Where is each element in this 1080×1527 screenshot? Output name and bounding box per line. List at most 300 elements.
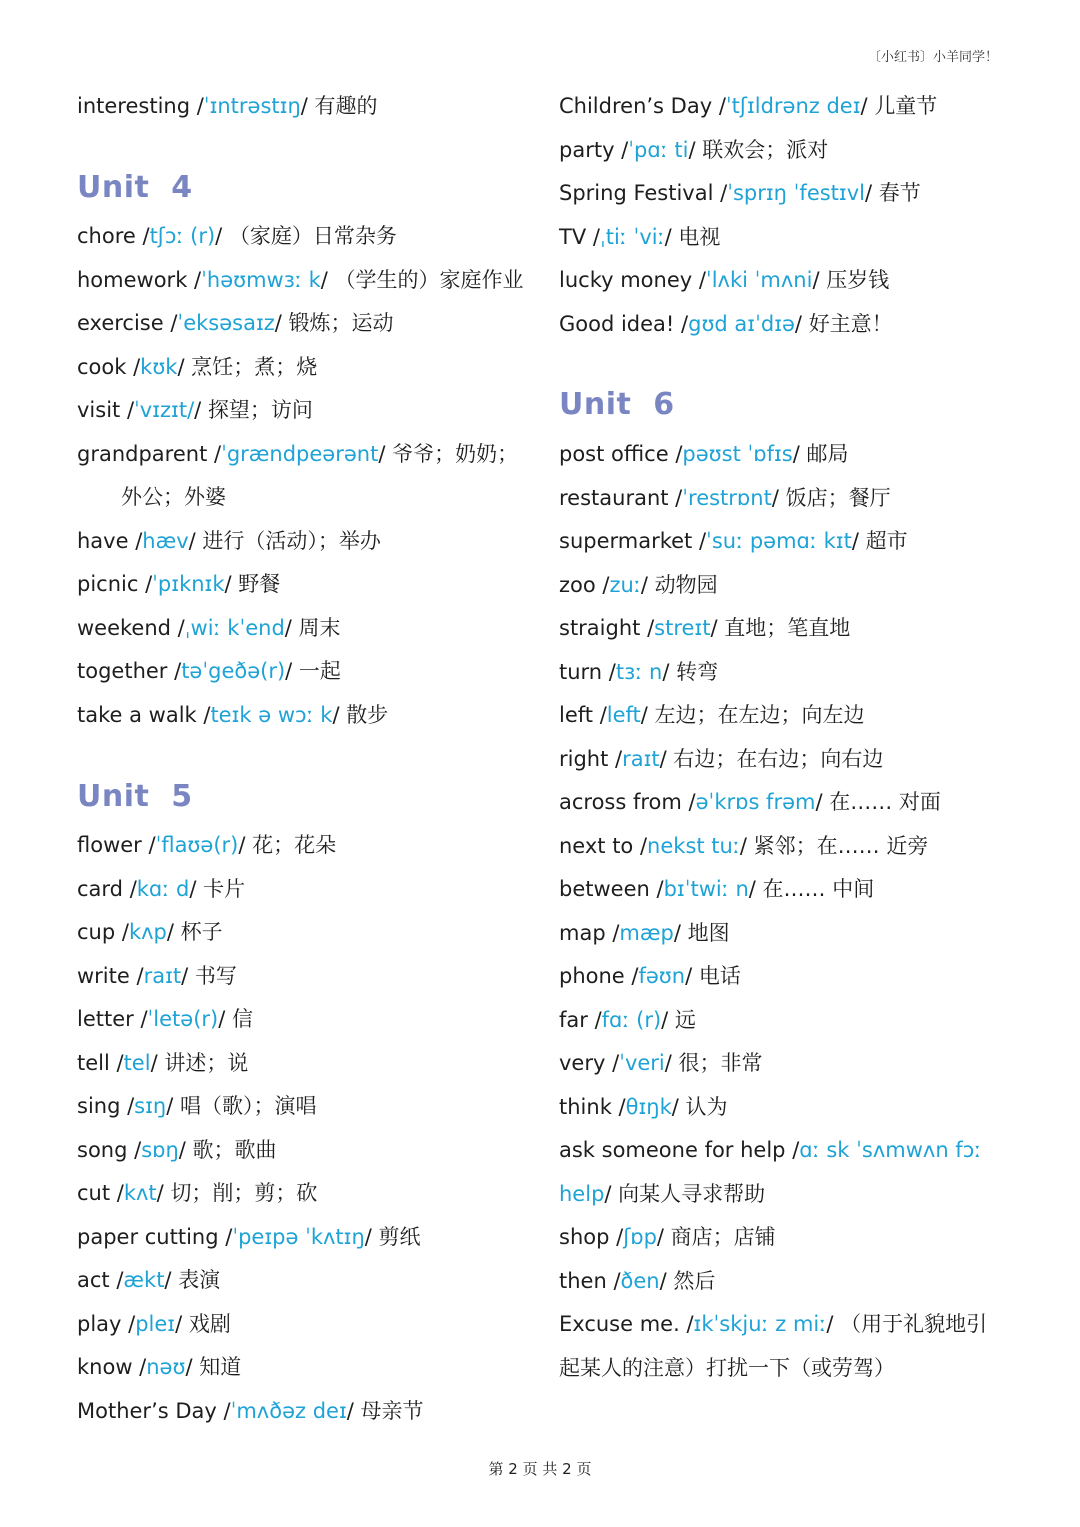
entry-continuation <box>559 1181 765 1207</box>
entry-word: visit <box>77 398 127 422</box>
entry-word: across from <box>559 790 689 814</box>
slash: / <box>203 703 211 727</box>
unit-5-heading: Unit 5 <box>77 779 193 814</box>
slash: / <box>177 355 192 379</box>
slash: / <box>659 747 674 771</box>
entry-meaning: 右边；在右边；向右边 <box>673 747 884 771</box>
slash: / <box>720 181 728 205</box>
slash: / <box>671 1095 686 1119</box>
entry-word: flower <box>77 833 149 857</box>
slash: / <box>612 921 620 945</box>
entry-word: TV <box>559 225 593 249</box>
entry-meaning: 野餐 <box>238 572 281 596</box>
entry-word: picnic <box>77 572 146 596</box>
slash: / <box>129 877 137 901</box>
vocab-entry <box>559 963 741 989</box>
vocab-entry <box>77 310 394 336</box>
entry-word: together <box>77 659 175 683</box>
vocab-entry <box>77 1354 241 1380</box>
vocab-entry <box>559 876 874 902</box>
slash: / <box>224 572 239 596</box>
entry-meaning: 花；花朵 <box>252 833 337 857</box>
slash: / <box>594 1008 602 1032</box>
entry-phonetic: ˈhəʊmwɜː k <box>201 268 321 292</box>
slash: / <box>661 1008 675 1032</box>
entry-phonetic: teɪk ə wɔː k <box>210 703 333 727</box>
entry-meaning: 有趣的 <box>314 94 378 118</box>
vocab-entry <box>559 1311 987 1337</box>
entry-meaning: 在…… 对面 <box>829 790 941 814</box>
slash: / <box>739 834 754 858</box>
slash: / <box>185 1355 200 1379</box>
slash: / <box>213 442 222 466</box>
entry-word: card <box>77 877 130 901</box>
vocab-entry <box>559 702 865 728</box>
slash: / <box>688 790 696 814</box>
entry-phonetic: streɪt <box>654 616 711 640</box>
entry-meaning: （学生的）家庭作业 <box>334 268 524 292</box>
slash: / <box>685 964 699 988</box>
entry-word: party <box>559 138 622 162</box>
vocab-entry <box>77 615 341 641</box>
entry-meaning: 锻炼；运动 <box>288 311 394 335</box>
vocab-entry <box>559 1094 728 1120</box>
vocab-entry <box>77 658 341 684</box>
slash: / <box>128 1312 136 1336</box>
slash: / <box>664 225 679 249</box>
entry-meaning: 歌；歌曲 <box>192 1138 277 1162</box>
entry-phonetic: təˈgeðə(r) <box>181 659 286 683</box>
entry-meaning: 儿童节 <box>874 94 938 118</box>
entry-phonetic: ˈgrændpeərənt <box>221 442 379 466</box>
vocab-entry <box>77 1224 421 1250</box>
vocab-entry <box>559 1268 715 1294</box>
slash: / <box>150 1051 165 1075</box>
entry-word: Good idea! <box>559 312 682 336</box>
entry-meaning: 联欢会；派对 <box>702 138 829 162</box>
entry-continuation <box>121 484 226 510</box>
entry-meaning: 散步 <box>346 703 389 727</box>
vocab-entry <box>559 180 921 206</box>
slash: / <box>274 311 289 335</box>
entry-word: very <box>559 1051 613 1075</box>
slash: / <box>686 1312 694 1336</box>
entry-phonetic: fɑː (r) <box>601 1008 662 1032</box>
entry-word: post office <box>559 442 676 466</box>
entry-meaning: （家庭）日常杂务 <box>228 224 397 248</box>
slash: / <box>178 1138 193 1162</box>
entry-continuation <box>559 1355 895 1381</box>
slash: / <box>223 1399 231 1423</box>
slash: / <box>284 616 299 640</box>
entry-phonetic: ˈpɪknɪk <box>152 572 225 596</box>
slash: / <box>618 1095 626 1119</box>
slash: / <box>792 1138 800 1162</box>
entry-word: next to <box>559 834 640 858</box>
vocab-entry <box>559 311 893 337</box>
entry-meaning: 很；非常 <box>678 1051 763 1075</box>
slash: / <box>320 268 335 292</box>
vocab-entry <box>77 528 381 554</box>
entry-phonetic: ðen <box>620 1269 660 1293</box>
vocab-entry <box>559 789 941 815</box>
entry-word: exercise <box>77 311 171 335</box>
slash: / <box>116 1268 124 1292</box>
slash: / <box>116 1181 124 1205</box>
entry-word: write <box>77 964 137 988</box>
entry-meaning: 母亲节 <box>360 1399 424 1423</box>
entry-phonetic: ˈpeɪpə ˈkʌtɪŋ <box>232 1225 365 1249</box>
entry-word: cook <box>77 355 134 379</box>
vocab-entry <box>77 1006 253 1032</box>
slash: / <box>673 921 688 945</box>
entry-meaning: 探望；访问 <box>207 398 313 422</box>
entry-meaning: 切；削；剪；砍 <box>170 1181 318 1205</box>
slash: / <box>639 834 648 858</box>
entry-word: right <box>559 747 616 771</box>
entry-meaning: 向某人寻求帮助 <box>618 1182 766 1206</box>
slash: / <box>174 659 182 683</box>
slash: / <box>140 1007 148 1031</box>
slash: / <box>148 833 156 857</box>
vocab-entry <box>559 746 883 772</box>
slash: / <box>718 94 726 118</box>
entry-phonetic: bɪˈtwiː n <box>663 877 749 901</box>
entry-phonetic: ˈsprɪŋ ˈfestɪvl <box>727 181 865 205</box>
entry-word: play <box>77 1312 129 1336</box>
slash: / <box>166 920 181 944</box>
slash: / <box>225 1225 233 1249</box>
slash: / <box>136 964 144 988</box>
entry-phonetic: ˈvɪzɪt/ <box>134 398 195 422</box>
entry-word: lucky money <box>559 268 699 292</box>
entry-meaning: 超市 <box>865 529 908 553</box>
entry-word: restaurant <box>559 486 676 510</box>
slash: / <box>647 616 655 640</box>
vocab-entry <box>559 93 937 119</box>
entry-meaning: 表演 <box>178 1268 221 1292</box>
vocab-entry <box>77 354 317 380</box>
slash: / <box>656 1225 671 1249</box>
entry-meaning: 商店；店铺 <box>670 1225 776 1249</box>
slash: / <box>615 747 623 771</box>
entry-meaning: 进行（活动）；举办 <box>202 529 381 553</box>
vocab-entry <box>559 485 891 511</box>
entry-meaning: 唱（歌）；演唱 <box>180 1094 317 1118</box>
entry-phonetic: sɒŋ <box>141 1138 179 1162</box>
slash: / <box>748 877 763 901</box>
slash: / <box>196 94 204 118</box>
slash: / <box>300 94 315 118</box>
slash: / <box>613 1269 621 1293</box>
vocab-entry <box>559 1137 981 1163</box>
entry-phonetic: mæp <box>619 921 674 945</box>
entry-meaning: 信 <box>232 1007 253 1031</box>
vocab-entry <box>77 571 280 597</box>
entry-word: straight <box>559 616 648 640</box>
entry-word: know <box>77 1355 140 1379</box>
vocab-entry <box>77 1137 277 1163</box>
entry-word: Excuse me. <box>559 1312 687 1336</box>
slash: / <box>664 1051 679 1075</box>
entry-meaning: 转弯 <box>676 660 719 684</box>
slash: / <box>631 964 639 988</box>
vocab-entry <box>77 1398 424 1424</box>
slash: / <box>698 268 706 292</box>
entry-meaning: 爷爷；奶奶； <box>392 442 519 466</box>
entry-meaning: （用于礼貌地引 <box>840 1312 988 1336</box>
entry-word: phone <box>559 964 632 988</box>
slash: / <box>127 1094 135 1118</box>
slash: / <box>133 355 141 379</box>
slash: / <box>602 573 610 597</box>
entry-word: have <box>77 529 136 553</box>
entry-word: paper cutting <box>77 1225 226 1249</box>
slash: / <box>659 1269 674 1293</box>
vocab-entry <box>559 1050 763 1076</box>
slash: / <box>864 181 879 205</box>
entry-meaning: 地图 <box>687 921 730 945</box>
entry-phonetic: əˈkrɒs frəm <box>695 790 816 814</box>
vocab-entry <box>559 1224 776 1250</box>
entry-phonetic: kɑː d <box>136 877 190 901</box>
slash: / <box>640 703 655 727</box>
entry-word: weekend <box>77 616 178 640</box>
entry-phonetic: pleɪ <box>135 1312 176 1336</box>
vocab-entry <box>77 1180 317 1206</box>
entry-meaning: 剪纸 <box>378 1225 421 1249</box>
header-note: 〔小红书〕小羊同学！ <box>867 50 998 65</box>
entry-phonetic: raɪt <box>143 964 182 988</box>
entry-word: Mother’s Day <box>77 1399 224 1423</box>
entry-phonetic: zuː <box>609 573 641 597</box>
entry-word: grandparent <box>77 442 214 466</box>
slash: / <box>812 268 827 292</box>
entry-phonetic: kʌt <box>123 1181 157 1205</box>
vocab-entry <box>77 876 245 902</box>
entry-meaning: 电视 <box>678 225 721 249</box>
vocab-entry <box>559 920 730 946</box>
slash: / <box>346 1399 361 1423</box>
entry-phonetic: sɪŋ <box>134 1094 167 1118</box>
entry-word: map <box>559 921 613 945</box>
slash: / <box>170 311 178 335</box>
slash: / <box>662 660 677 684</box>
entry-word: between <box>559 877 657 901</box>
vocab-entry <box>77 702 388 728</box>
slash: / <box>794 312 809 336</box>
entry-meaning: 烹饪；煮；烧 <box>191 355 318 379</box>
entry-phonetic: ækt <box>123 1268 165 1292</box>
entry-phonetic: ˈrestrɒnt <box>682 486 772 510</box>
entry-meaning: 外公；外婆 <box>121 485 226 509</box>
vocab-entry <box>77 1311 231 1337</box>
entry-meaning: 周末 <box>298 616 341 640</box>
slash: / <box>175 1312 189 1336</box>
entry-meaning: 压岁钱 <box>826 268 890 292</box>
entry-meaning: 然后 <box>673 1269 716 1293</box>
entry-phonetic: ˈɪntrəstɪŋ <box>203 94 301 118</box>
entry-word: song <box>77 1138 135 1162</box>
page-footer: 第 2 页 共 2 页 <box>488 1460 592 1478</box>
slash: / <box>640 573 655 597</box>
slash: / <box>166 1094 180 1118</box>
entry-word: homework <box>77 268 195 292</box>
slash: / <box>656 877 664 901</box>
entry-meaning: 杯子 <box>180 920 223 944</box>
slash: / <box>815 790 830 814</box>
entry-phonetic: ɑː sk ˈsʌmwʌn fɔː <box>799 1138 982 1162</box>
entry-phonetic: ˈmʌðəz deɪ <box>230 1399 347 1423</box>
entry-meaning: 电话 <box>698 964 741 988</box>
slash: / <box>378 442 393 466</box>
slash: / <box>164 1268 179 1292</box>
vocab-entry <box>77 267 524 293</box>
entry-meaning: 饭店；餐厅 <box>785 486 891 510</box>
entry-phonetic: help <box>559 1182 605 1206</box>
slash: / <box>218 1007 232 1031</box>
entry-word: turn <box>559 660 609 684</box>
vocab-entry <box>77 1267 220 1293</box>
entry-phonetic: ˈlʌki ˈmʌni <box>705 268 813 292</box>
slash: / <box>215 224 229 248</box>
slash: / <box>126 398 135 422</box>
slash: / <box>851 529 866 553</box>
entry-word: Spring Festival <box>559 181 721 205</box>
entry-phonetic: nəʊ <box>146 1355 186 1379</box>
entry-phonetic: ˈflaʊə(r) <box>155 833 239 857</box>
slash: / <box>332 703 347 727</box>
entry-word: chore <box>77 224 143 248</box>
slash: / <box>121 920 129 944</box>
entry-phonetic: ˈpɑː ti <box>628 138 689 162</box>
entry-phonetic: kʊk <box>140 355 178 379</box>
vocab-entry <box>77 441 518 467</box>
entry-meaning: 春节 <box>878 181 921 205</box>
slash: / <box>145 572 153 596</box>
slash: / <box>285 659 299 683</box>
entry-phonetic: ˈveri <box>619 1051 665 1075</box>
entry-phonetic: θɪŋk <box>625 1095 672 1119</box>
vocab-entry <box>77 919 223 945</box>
slash: / <box>792 442 807 466</box>
entry-phonetic: left <box>606 703 641 727</box>
entry-meaning: 好主意！ <box>808 312 893 336</box>
entry-word: far <box>559 1008 595 1032</box>
entry-word: sing <box>77 1094 128 1118</box>
slash: / <box>139 1355 147 1379</box>
vocab-entry <box>559 224 720 250</box>
vocab-entry <box>77 963 237 989</box>
entry-meaning: 紧邻；在…… 近旁 <box>753 834 929 858</box>
entry-phonetic: ˈtʃɪldrənz deɪ <box>725 94 861 118</box>
entry-phonetic: ˈsuː pəmɑː kɪt <box>706 529 852 553</box>
slash: / <box>616 1225 624 1249</box>
entry-phonetic: ˈeksəsaɪz <box>177 311 275 335</box>
entry-meaning: 书写 <box>194 964 237 988</box>
slash: / <box>621 138 629 162</box>
entry-word: tell <box>77 1051 117 1075</box>
slash: / <box>135 529 143 553</box>
slash: / <box>599 703 607 727</box>
slash: / <box>604 1182 619 1206</box>
entry-meaning: 认为 <box>685 1095 728 1119</box>
entry-phonetic: gʊd aɪˈdɪə <box>688 312 795 336</box>
entry-phonetic: kʌp <box>128 920 167 944</box>
vocab-entry <box>559 659 718 685</box>
vocab-entry <box>559 833 928 859</box>
entry-word: left <box>559 703 600 727</box>
entry-word: cut <box>77 1181 117 1205</box>
slash: / <box>194 398 208 422</box>
vocab-entry <box>77 1093 317 1119</box>
vocab-entry <box>77 93 378 119</box>
entry-meaning: 知道 <box>199 1355 242 1379</box>
entry-meaning: 远 <box>674 1008 696 1032</box>
slash: / <box>142 224 150 248</box>
slash: / <box>134 1138 142 1162</box>
entry-word: shop <box>559 1225 617 1249</box>
vocab-entry <box>559 1007 696 1033</box>
entry-word: act <box>77 1268 117 1292</box>
entry-phonetic: ˌwiː kˈend <box>184 616 285 640</box>
entry-meaning: 邮局 <box>806 442 849 466</box>
entry-word: cup <box>77 920 122 944</box>
slash: / <box>181 964 195 988</box>
slash: / <box>156 1181 171 1205</box>
unit-6-heading: Unit 6 <box>559 387 675 422</box>
slash: / <box>188 529 203 553</box>
entry-word: ask someone for help <box>559 1138 793 1162</box>
entry-meaning: 卡片 <box>203 877 246 901</box>
vocab-entry <box>559 267 889 293</box>
slash: / <box>771 486 786 510</box>
entry-meaning: 讲述；说 <box>164 1051 249 1075</box>
entry-word: think <box>559 1095 619 1119</box>
slash: / <box>688 138 703 162</box>
entry-phonetic: fəʊn <box>638 964 686 988</box>
entry-phonetic: raɪt <box>622 747 660 771</box>
entry-meaning: 动物园 <box>654 573 718 597</box>
vocab-entry <box>559 137 828 163</box>
entry-word: letter <box>77 1007 141 1031</box>
slash: / <box>116 1051 124 1075</box>
slash: / <box>826 1312 841 1336</box>
slash: / <box>177 616 185 640</box>
entry-phonetic: tʃɔː (r) <box>149 224 216 248</box>
entry-phonetic: tɜː n <box>615 660 663 684</box>
entry-word: interesting <box>77 94 197 118</box>
entry-phonetic: ɪkˈskjuː z miː <box>693 1312 827 1336</box>
vocab-entry <box>559 441 848 467</box>
slash: / <box>238 833 253 857</box>
slash: / <box>860 94 875 118</box>
entry-meaning: 一起 <box>298 659 341 683</box>
slash: / <box>612 1051 620 1075</box>
vocab-entry <box>77 1050 248 1076</box>
slash: / <box>194 268 202 292</box>
entry-phonetic: ʃɒp <box>623 1225 657 1249</box>
entry-meaning: 戏剧 <box>188 1312 231 1336</box>
vocab-entry <box>77 832 336 858</box>
slash: / <box>608 660 616 684</box>
vocab-entry <box>77 223 397 249</box>
slash: / <box>681 312 689 336</box>
entry-word: take a walk <box>77 703 204 727</box>
entry-word: zoo <box>559 573 603 597</box>
slash: / <box>675 442 683 466</box>
entry-word: Children’s Day <box>559 94 719 118</box>
